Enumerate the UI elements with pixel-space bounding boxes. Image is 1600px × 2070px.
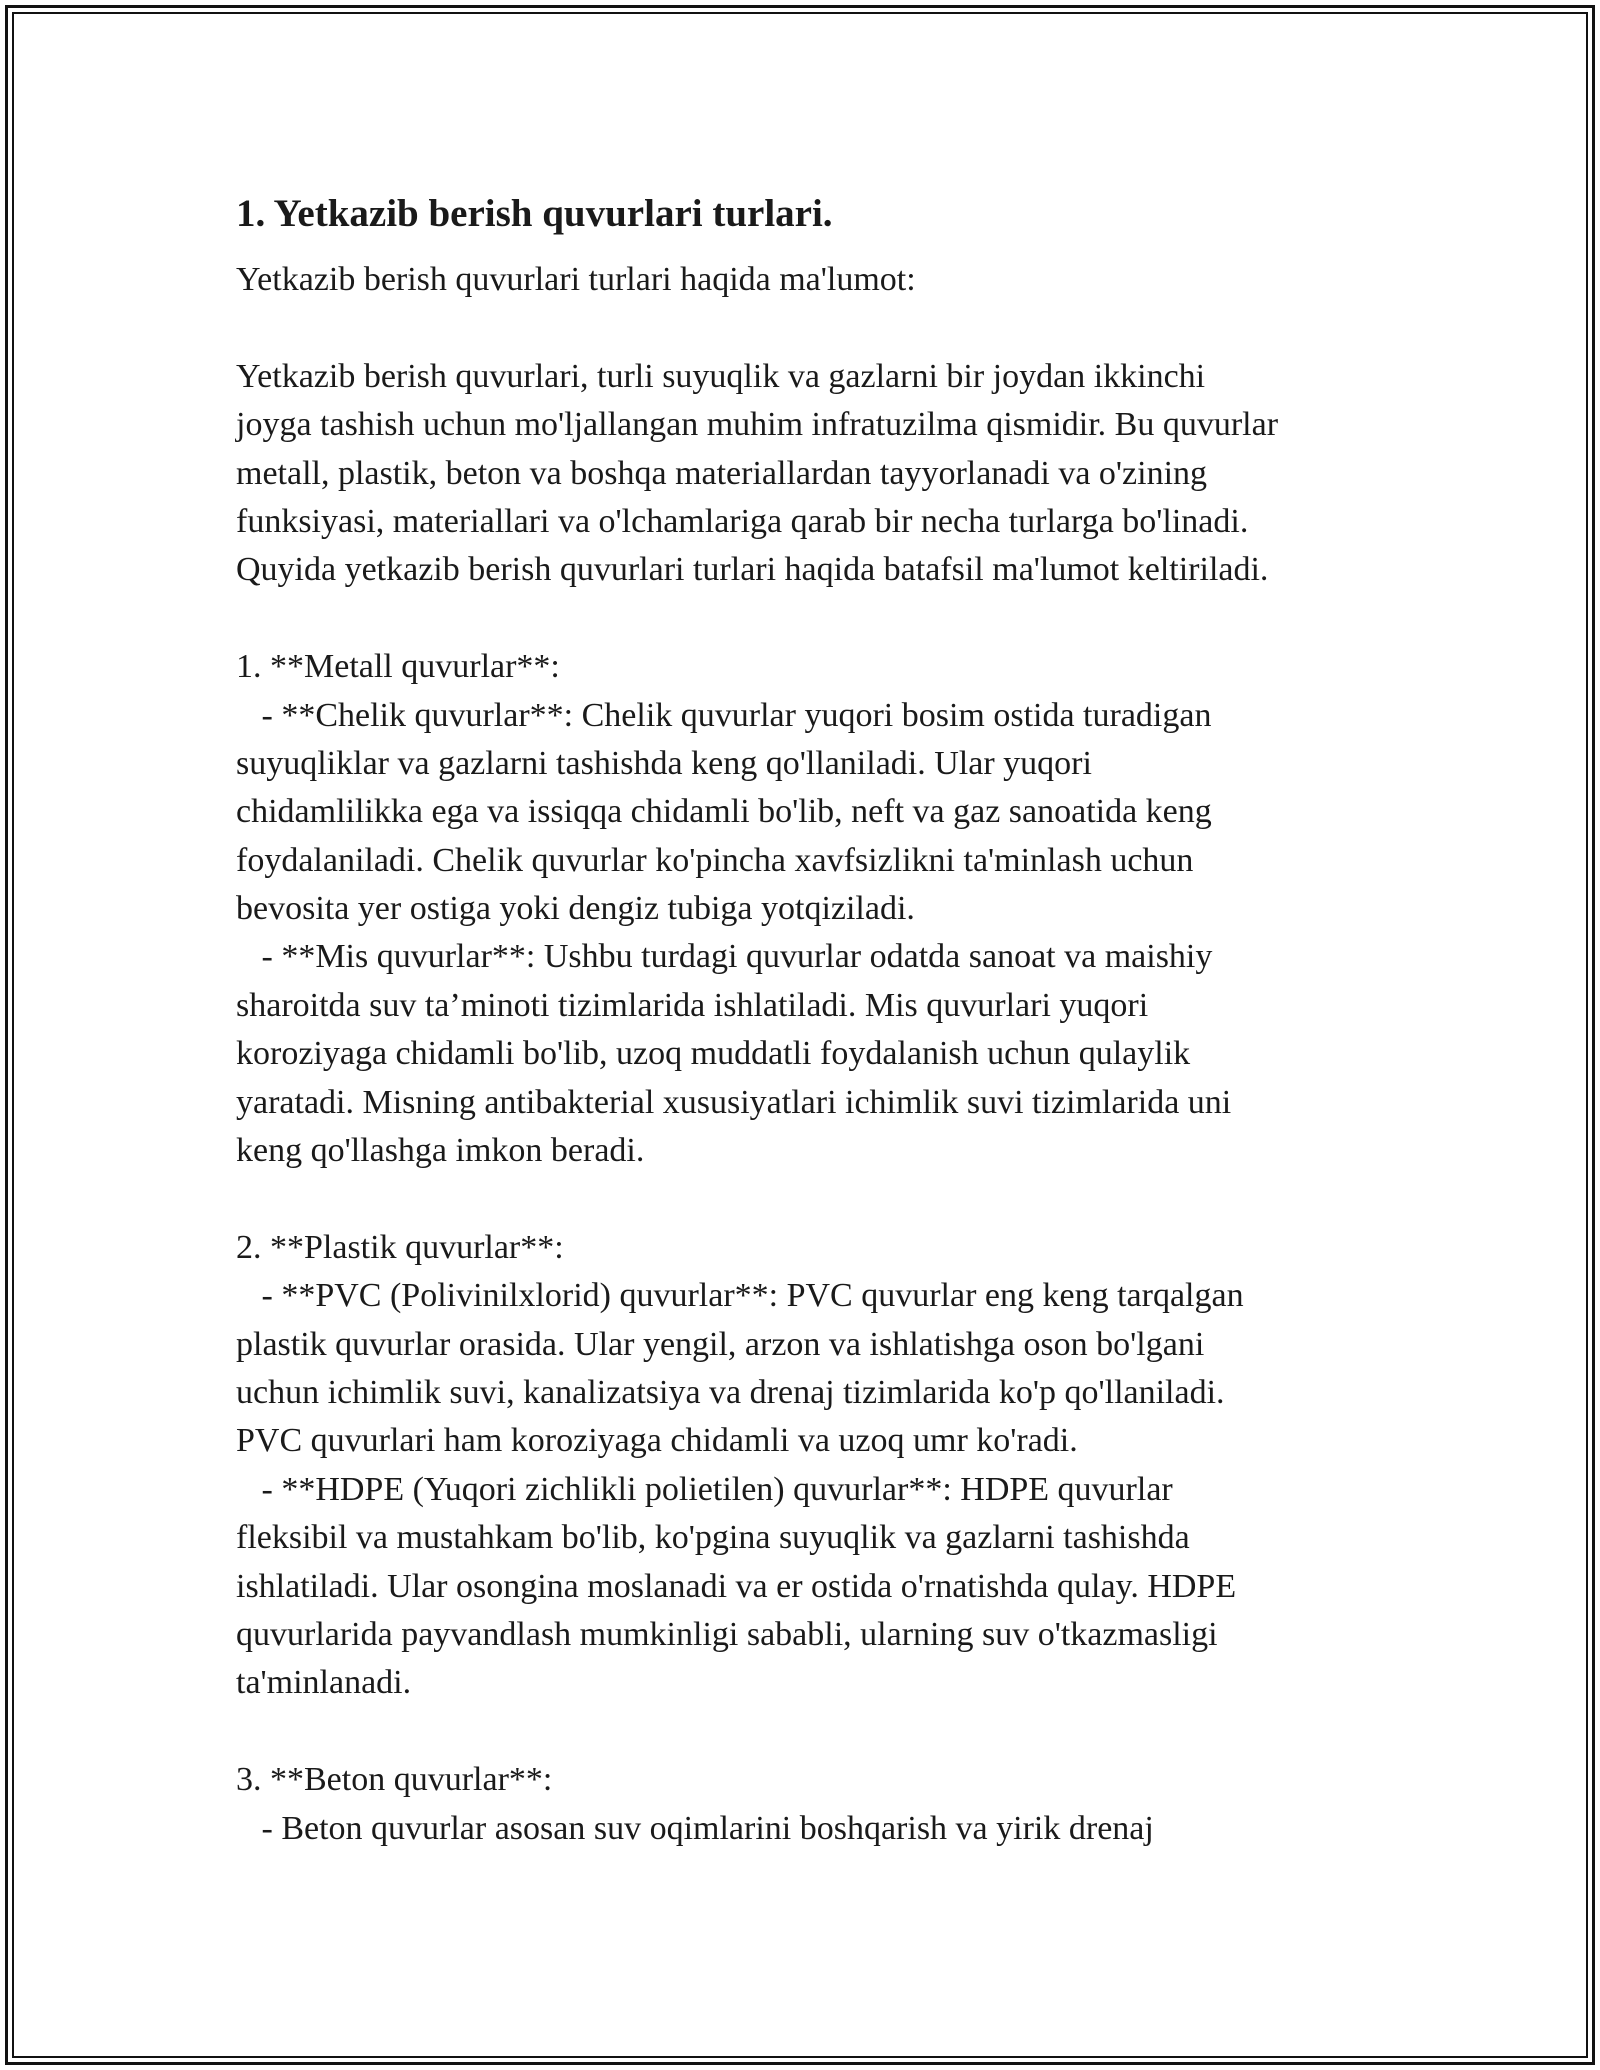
blank-line xyxy=(236,1708,1396,1756)
text-line: 2. **Plastik quvurlar**: xyxy=(236,1228,564,1266)
text-line: ta'minlanadi. xyxy=(236,1664,412,1702)
text-line: sharoitda suv ta’minoti tizimlarida ishlatiladi. Mis quvurlari yuqori xyxy=(236,986,1149,1024)
text-line: Yetkazib berish quvurlari, turli suyuqlik va gazlarni bir joydan ikkinchi xyxy=(236,357,1206,395)
text-line: PVC quvurlari ham koroziyaga chidamli va uzoq umr ko'radi. xyxy=(236,1422,1078,1460)
text-line: yaratadi. Misning antibakterial xususiyatlari ichimlik suvi tizimlarida uni xyxy=(236,1083,1232,1121)
text-line: foydalaniladi. Chelik quvurlar ko'pincha xavfsizlikni ta'minlash uchun xyxy=(236,841,1194,879)
text-line: quvurlarida payvandlash mumkinligi sababli, ularning suv o'tkazmasligi xyxy=(236,1615,1218,1653)
blank-line xyxy=(236,1175,1396,1223)
text-line: - Beton quvurlar asosan suv oqimlarini boshqarish va yirik drenaj xyxy=(236,1809,1154,1847)
text-line: uchun ichimlik suvi, kanalizatsiya va drenaj tizimlarida ko'p qo'llaniladi. xyxy=(236,1373,1225,1411)
blank-line xyxy=(236,595,1396,643)
text-line: koroziyaga chidamli bo'lib, uzoq muddatli foydalanish uchun qulaylik xyxy=(236,1035,1191,1073)
text-line: suyuqliklar va gazlarni tashishda keng qo'llaniladi. Ular yuqori xyxy=(236,744,1092,782)
document-body xyxy=(236,256,1396,1853)
text-line: 3. **Beton quvurlar**: xyxy=(236,1761,553,1799)
document-title: 1. Yetkazib berish quvurlari turlari. xyxy=(236,192,833,235)
text-line: fleksibil va mustahkam bo'lib, ko'pgina suyuqlik va gazlarni tashishda xyxy=(236,1519,1190,1557)
text-line: 1. **Metall quvurlar**: xyxy=(236,648,560,686)
text-line: metall, plastik, beton va boshqa materiallardan tayyorlanadi va o'zining xyxy=(236,454,1208,492)
text-line: keng qo'llashga imkon beradi. xyxy=(236,1132,645,1170)
document-page xyxy=(236,188,1396,1853)
text-line: - **HDPE (Yuqori zichlikli polietilen) quvurlar**: HDPE quvurlar xyxy=(236,1470,1173,1508)
text-line: bevosita yer ostiga yoki dengiz tubiga yotqiziladi. xyxy=(236,890,915,928)
text-line: joyga tashish uchun mo'ljallangan muhim infratuzilma qismidir. Bu quvurlar xyxy=(236,406,1279,444)
text-line: - **Mis quvurlar**: Ushbu turdagi quvurlar odatda sanoat va maishiy xyxy=(236,938,1213,976)
text-line: chidamlilikka ega va issiqqa chidamli bo'lib, neft va gaz sanoatida keng xyxy=(236,793,1212,831)
text-line: Quyida yetkazib berish quvurlari turlari haqida batafsil ma'lumot keltiriladi. xyxy=(236,551,1269,589)
text-line: - **PVC (Polivinilxlorid) quvurlar**: PVC quvurlar eng keng tarqalgan xyxy=(236,1277,1244,1315)
text-line: Yetkazib berish quvurlari turlari haqida ma'lumot: xyxy=(236,261,916,298)
text-line: - **Chelik quvurlar**: Chelik quvurlar yuqori bosim ostida turadigan xyxy=(236,696,1212,734)
blank-line xyxy=(236,304,1396,352)
text-line: ishlatiladi. Ular osongina moslanadi va er ostida o'rnatishda qulay. HDPE xyxy=(236,1567,1237,1605)
text-line: plastik quvurlar orasida. Ular yengil, arzon va ishlatishga oson bo'lgani xyxy=(236,1325,1205,1363)
text-line: funksiyasi, materiallari va o'lchamlariga qarab bir necha turlarga bo'linadi. xyxy=(236,502,1249,540)
